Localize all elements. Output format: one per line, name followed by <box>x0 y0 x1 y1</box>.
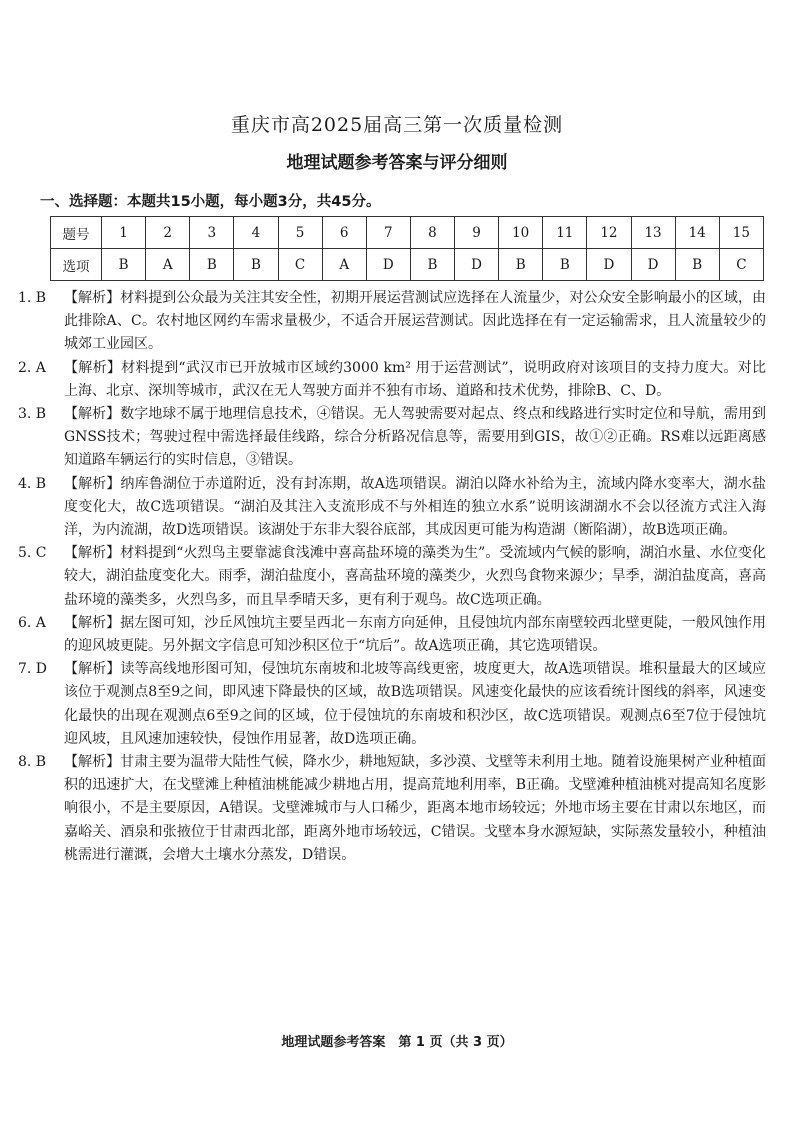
explanation-item <box>18 357 766 403</box>
answer-cell: C <box>719 249 763 281</box>
document-title: 重庆市高2025届高三第一次质量检测 <box>230 114 564 136</box>
answer-cell: D <box>631 249 675 281</box>
question-number: 10 <box>499 217 543 249</box>
explanation-item <box>18 542 766 612</box>
answer-cell: B <box>499 249 543 281</box>
document-subtitle: 地理试题参考答案与评分细则 <box>286 153 508 173</box>
item-text: 【解析】读等高线地形图可知，侵蚀坑东南坡和北坡等高线更密，坡度更大，故A选项错误。堆积量最大的区域应该位于观测点8至9之间，即风速下降最快的区域，故B选项错误。风速变化最快的应该看统计图线的斜率，风速变化最快的出现在观测点6至9之间的区域，位于侵蚀坑的东南坡和积沙区，故C选项错误。观测点6至7位于侵蚀坑迎风坡，且风速加速较快，侵蚀作用显著，故D选项正确。 <box>64 661 766 747</box>
answer-cell: C <box>278 249 322 281</box>
answer-cell: D <box>366 249 410 281</box>
explanation-item <box>18 287 766 357</box>
answer-row <box>51 249 764 281</box>
question-number: 14 <box>675 217 719 249</box>
item-number: 2. A <box>18 359 46 376</box>
question-number: 3 <box>190 217 234 249</box>
question-number: 1 <box>102 217 146 249</box>
answer-cell: A <box>146 249 190 281</box>
question-number: 4 <box>234 217 278 249</box>
item-number: 5. C <box>18 545 47 562</box>
question-number: 15 <box>719 217 763 249</box>
item-number: 3. B <box>18 406 47 423</box>
answer-cell: B <box>102 249 146 281</box>
section-heading: 一、选择题：本题共15小题，每小题3分，共45分。 <box>40 194 381 210</box>
answer-cell: B <box>543 249 587 281</box>
item-text: 【解析】甘肃主要为温带大陆性气候，降水少，耕地短缺，多沙漠、戈壁等未利用土地。随着设施果树产业种植面积的迅速扩大，在戈壁滩上种植油桃能减少耕地占用，提高荒地利用率，B正确。戈壁滩种植油桃对提高知名度影响很小，不是主要原因，A错误。戈壁滩城市与人口稀少，距离本地市场较远；外地市场主要在甘肃以东地区，而嘉峪关、酒泉和张掖位于甘肃西北部，距离外地市场较远，C错误。戈壁本身水源短缺，实际蒸发量较小，种植油桃需进行灌溉，会增大土壤水分蒸发，D错误。 <box>64 754 766 863</box>
question-number: 8 <box>410 217 454 249</box>
question-number: 11 <box>543 217 587 249</box>
answer-cell: D <box>455 249 499 281</box>
explanation-item <box>18 658 766 751</box>
item-number: 8. B <box>18 754 47 771</box>
item-text: 【解析】数字地球不属于地理信息技术，④错误。无人驾驶需要对起点、终点和线路进行实时定位和导航，需用到GNSS技术；驾驶过程中需选择最佳线路，综合分析路况信息等，需要用到GIS，故①②正确。RS难以远距离感知道路车辆运行的实时信息，③错误。 <box>64 406 766 469</box>
item-text: 【解析】材料提到公众最为关注其安全性，初期开展运营测试应选择在人流量少，对公众安全影响最小的区域，由此排除A、C。农村地区网约车需求量极少，不适合开展运营测试。因此选择在有一定运输需求，且人流量较少的城郊工业园区。 <box>64 290 766 353</box>
item-text: 【解析】据左图可知，沙丘风蚀坑主要呈西北－东南方向延伸，且侵蚀坑内部东南壁较西北壁更陡，一般风蚀作用的迎风坡更陡。另外据文字信息可知沙积区位于“坑后”。故A选项正确，其它选项错误。 <box>64 614 766 655</box>
answer-cell: B <box>410 249 454 281</box>
question-number: 9 <box>455 217 499 249</box>
item-text: 【解析】纳库鲁湖位于赤道附近，没有封冻期，故A选项错误。湖泊以降水补给为主，流域内降水变率大，湖水盐度变化大，故C选项错误。“湖泊及其注入支流形成不与外相连的独立水系”说明该湖湖水不会以径流方式注入海洋，为内流湖，故D选项错误。该湖处于东非大裂谷底部，其成因更可能为构造湖（断陷湖），故B选项正确。 <box>64 475 766 539</box>
item-text: 【解析】材料提到“武汉市已开放城市区域约3000 km² 用于运营测试”，说明政府对该项目的支持力度大。对比上海、北京、深圳等城市，武汉在无人驾驶方面并不独有市场、道路和技术优势，排除B、C、D。 <box>64 359 766 399</box>
explanation-item <box>18 612 766 658</box>
answer-cell: D <box>587 249 631 281</box>
question-number: 7 <box>366 217 410 249</box>
answer-cell: B <box>234 249 278 281</box>
answer-cell: B <box>675 249 719 281</box>
item-number: 6. A <box>18 614 46 631</box>
item-text: 【解析】材料提到“火烈鸟主要靠滤食浅滩中喜高盐环境的藻类为生”。受流域内气候的影响，湖泊水量、水位变化较大，湖泊盐度变化大。雨季，湖泊盐度小，喜高盐环境的藻类少，火烈鸟食物来源少；旱季，湖泊盐度高，喜高盐环境的藻类多，火烈鸟多，而且旱季晴天多，更有利于观鸟。故C选项正确。 <box>64 545 766 608</box>
row-label-question: 题号 <box>51 217 102 249</box>
explanations <box>18 287 766 867</box>
item-number: 7. D <box>18 661 48 678</box>
answer-cell: B <box>190 249 234 281</box>
answer-cell: A <box>322 249 366 281</box>
question-number: 12 <box>587 217 631 249</box>
row-label-answer: 选项 <box>51 249 102 281</box>
question-number: 5 <box>278 217 322 249</box>
item-number: 4. B <box>18 475 47 492</box>
question-number: 13 <box>631 217 675 249</box>
question-number-row <box>51 217 764 249</box>
item-number: 1. B <box>18 290 47 306</box>
explanation-item <box>18 403 766 473</box>
question-number: 6 <box>322 217 366 249</box>
explanation-item <box>18 473 766 543</box>
explanation-item <box>18 751 766 867</box>
answer-table <box>50 216 764 281</box>
question-number: 2 <box>146 217 190 249</box>
page-footer: 地理试题参考答案 第 1 页（共 3 页） <box>281 1035 513 1050</box>
